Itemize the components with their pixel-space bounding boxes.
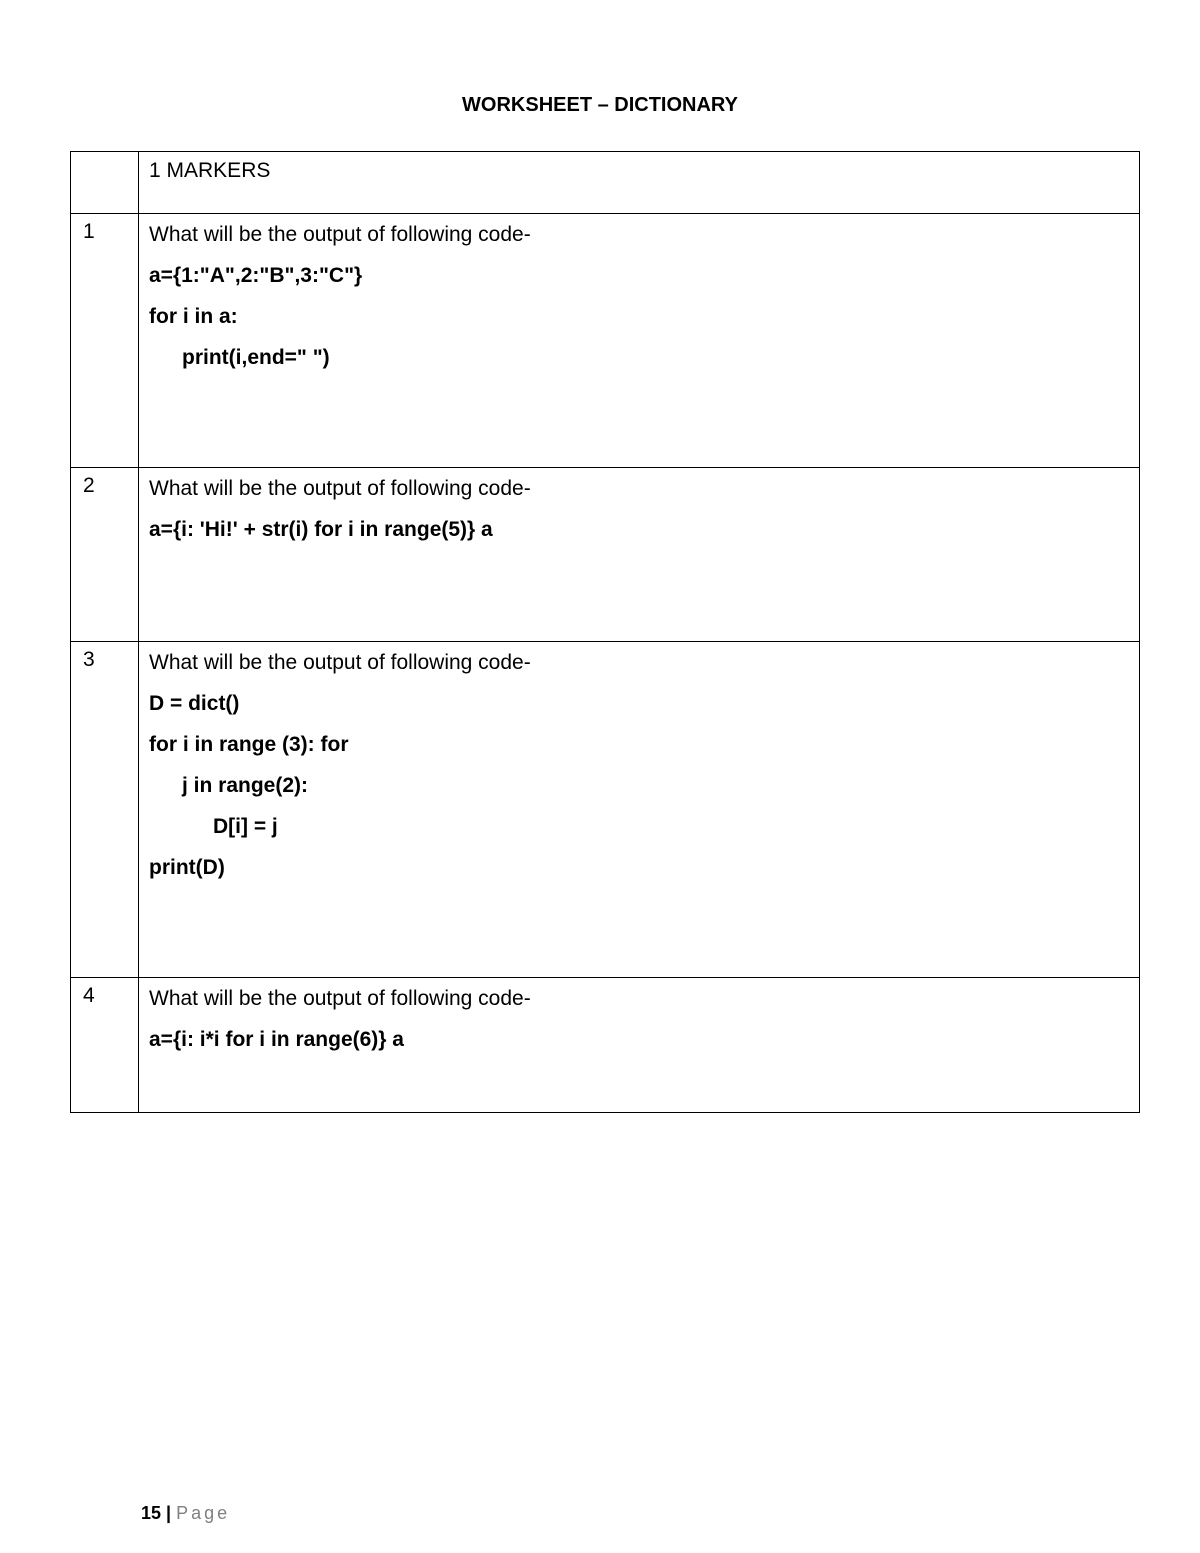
worksheet-title: WORKSHEET – DICTIONARY xyxy=(462,94,738,116)
header-num-cell xyxy=(71,152,139,214)
question-number: 4 xyxy=(71,978,139,1113)
page-number: 15 xyxy=(141,1503,162,1523)
code-line: j in range(2): xyxy=(182,774,309,797)
footer-separator: | xyxy=(166,1503,172,1523)
question-table xyxy=(70,151,1140,1113)
question-content xyxy=(139,214,1140,468)
code-line: print(i,end=" ") xyxy=(182,346,330,369)
question-text: What will be the output of following code- xyxy=(149,651,531,674)
code-line: for i in range (3): for xyxy=(149,733,349,756)
marks-header: 1 MARKERS xyxy=(149,159,271,182)
question-row-4 xyxy=(71,978,1140,1113)
question-text: What will be the output of following code- xyxy=(149,477,531,500)
code-line: for i in a: xyxy=(149,305,238,328)
code-line: a={i: 'Hi!' + str(i) for i in range(5)} a xyxy=(149,518,493,541)
question-content xyxy=(139,978,1140,1113)
question-number: 1 xyxy=(71,214,139,468)
question-text: What will be the output of following code- xyxy=(149,987,531,1010)
code-line: a={1:"A",2:"B",3:"C"} xyxy=(149,264,363,287)
header-label-cell xyxy=(139,152,1140,214)
page-footer xyxy=(141,1503,230,1524)
code-line: a={i: i*i for i in range(6)} a xyxy=(149,1028,404,1051)
question-row-3 xyxy=(71,642,1140,978)
question-text: What will be the output of following code- xyxy=(149,223,531,246)
table-header-row xyxy=(71,152,1140,214)
question-row-1 xyxy=(71,214,1140,468)
page-word: Page xyxy=(176,1503,231,1523)
question-row-2 xyxy=(71,468,1140,642)
code-line: print(D) xyxy=(149,856,225,879)
question-content xyxy=(139,642,1140,978)
question-number: 2 xyxy=(71,468,139,642)
code-line: D[i] = j xyxy=(213,815,278,838)
question-content xyxy=(139,468,1140,642)
question-number: 3 xyxy=(71,642,139,978)
code-line: D = dict() xyxy=(149,692,240,715)
